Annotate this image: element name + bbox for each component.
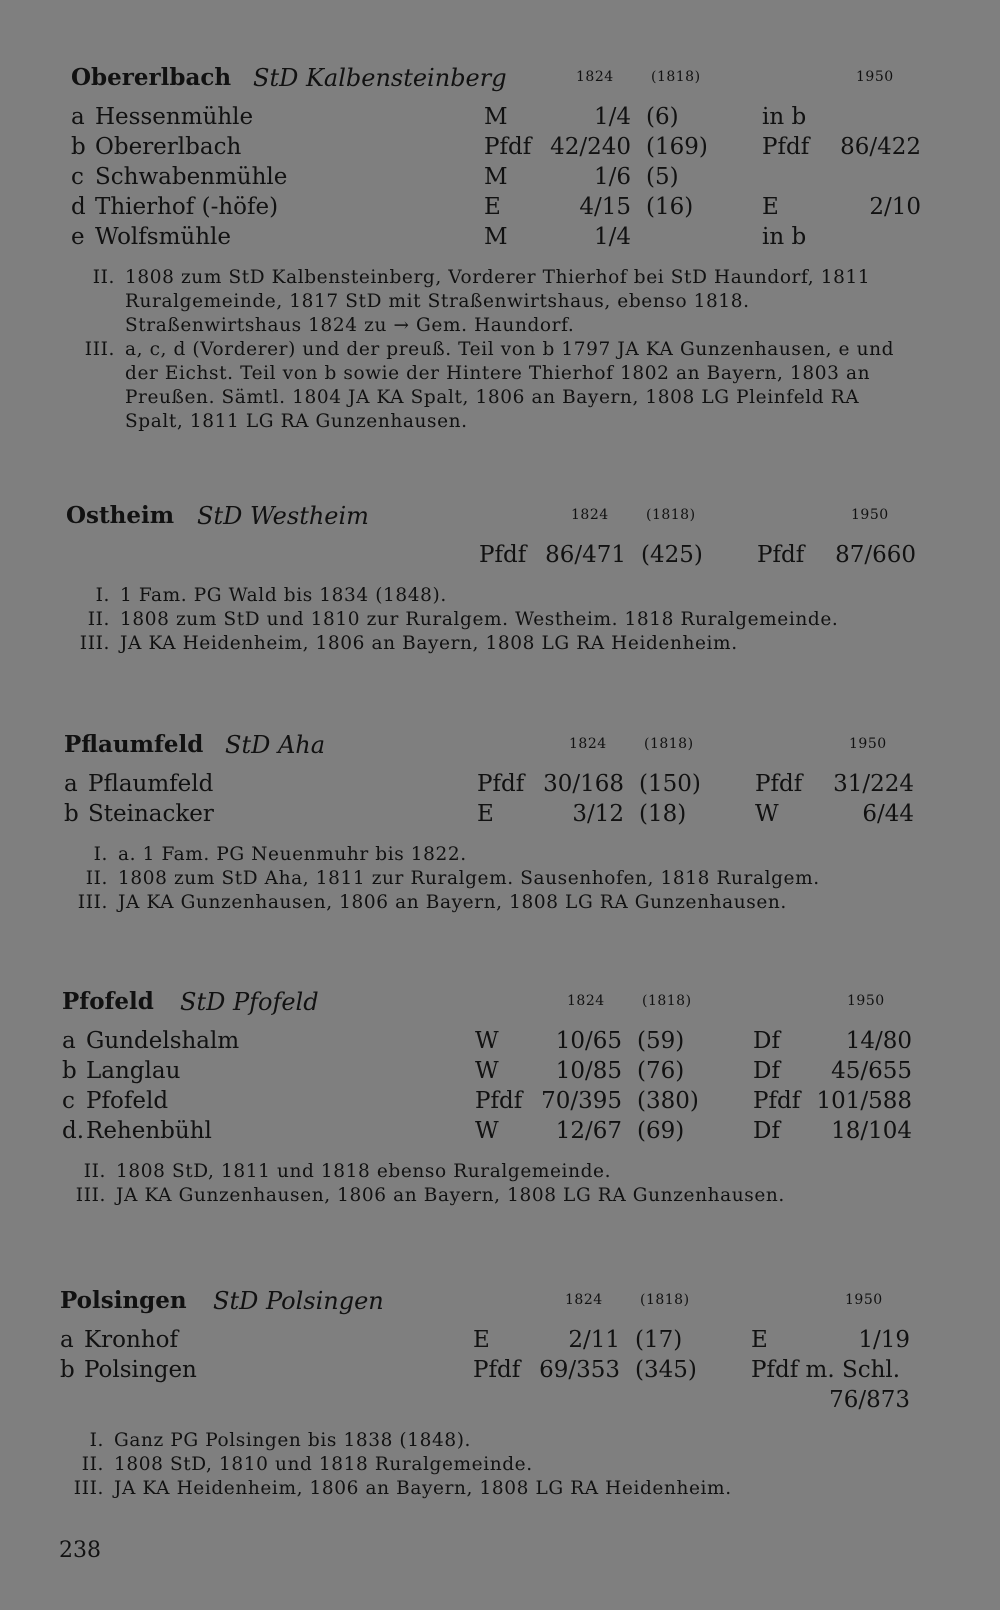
note-number: I. xyxy=(93,844,108,865)
place-name: Obererlbach xyxy=(71,64,232,91)
note-item xyxy=(60,1477,910,1501)
row-value-1818: (380) xyxy=(637,1088,699,1114)
row-value-1818: (76) xyxy=(637,1058,685,1084)
row-type-1950: Pfdf xyxy=(755,771,803,797)
note-text: JA KA Heidenheim, 1806 an Bayern, 1808 LG RA Heidenheim. xyxy=(114,1478,732,1499)
row-value-1818: (425) xyxy=(641,542,703,568)
district-name: StD Kalbensteinberg xyxy=(253,64,507,92)
note-text: 1 Fam. PG Wald bis 1834 (1848). xyxy=(120,585,447,606)
row-type-1950: E xyxy=(751,1327,768,1353)
year-1824-header: 1824 xyxy=(571,507,609,523)
note-text: 1808 zum StD und 1810 zur Ruralgem. Westheim. 1818 Ruralgemeinde. xyxy=(120,609,839,630)
note-item xyxy=(64,867,914,891)
row-letter: a xyxy=(64,771,78,797)
entry-pflaumfeld xyxy=(64,731,914,915)
row-value-1824: 10/85 xyxy=(555,1058,622,1084)
note-text: a, c, d (Vorderer) und der preuß. Teil von b 1797 JA KA Gunzenhausen, e und der Eichst. Teil von b sowie der Hintere Thierhof 1802 an Bayern, 1803 an Preußen. Sämtl. 1804 JA KA Spalt, 1806 an Bayern, 1808 LG Pleinfeld RA Spalt, 1811 LG RA Gunzenhausen. xyxy=(125,339,895,432)
note-item xyxy=(66,632,916,656)
place-name: Pflaumfeld xyxy=(64,731,204,758)
entry-header xyxy=(71,64,921,104)
row-letter: b xyxy=(62,1058,77,1084)
entry-notes xyxy=(66,584,916,656)
row-value-1818: (150) xyxy=(639,771,701,797)
note-number: I. xyxy=(95,585,110,606)
row-value-1824: 2/11 xyxy=(568,1327,620,1353)
note-text: JA KA Gunzenhausen, 1806 an Bayern, 1808 LG RA Gunzenhausen. xyxy=(116,1185,785,1206)
row-type: E xyxy=(473,1327,490,1353)
row-type: M xyxy=(484,104,508,130)
row-letter: b xyxy=(60,1357,75,1383)
row-value-1950: 6/44 xyxy=(862,801,914,827)
place-name: Pfofeld xyxy=(62,988,154,1015)
row-name: Wolfsmühle xyxy=(95,224,232,250)
row-type-1950: Pfdf xyxy=(757,542,805,568)
row-type: Pfdf xyxy=(473,1357,521,1383)
entry-obererlbach xyxy=(71,64,921,434)
row-letter: a xyxy=(62,1028,76,1054)
row-letter: e xyxy=(71,224,85,250)
entry-pfofeld xyxy=(62,988,912,1208)
row-value-1824: 4/15 xyxy=(579,194,631,220)
row-type-1950: Pfdf xyxy=(762,134,810,160)
note-number: III. xyxy=(84,339,115,360)
row-value-1824: 3/12 xyxy=(572,801,624,827)
row-value-1824: 69/353 xyxy=(539,1357,620,1383)
row-value-1818: (169) xyxy=(646,134,708,160)
row-name: Rehenbühl xyxy=(86,1118,212,1144)
year-1950-header: 1950 xyxy=(856,69,894,85)
entry-notes xyxy=(60,1429,910,1501)
row-letter: a xyxy=(71,104,85,130)
row-value-1950: 45/655 xyxy=(831,1058,912,1084)
year-1818-header: (1818) xyxy=(642,993,692,1009)
entry-header xyxy=(64,731,914,771)
note-item xyxy=(64,891,914,915)
note-item xyxy=(66,608,916,632)
row-letter: b xyxy=(71,134,86,160)
note-text: Ganz PG Polsingen bis 1838 (1848). xyxy=(114,1430,472,1451)
year-1950-header: 1950 xyxy=(845,1292,883,1308)
district-name: StD Westheim xyxy=(197,502,369,530)
note-item xyxy=(71,338,921,434)
table-row xyxy=(62,1118,912,1148)
note-text: 1808 zum StD Aha, 1811 zur Ruralgem. Sausenhofen, 1818 Ruralgem. xyxy=(118,868,820,889)
year-1950-header: 1950 xyxy=(851,507,889,523)
row-value-1818: (18) xyxy=(639,801,687,827)
row-type-1950: W xyxy=(755,801,779,827)
row-name: Hessenmühle xyxy=(95,104,254,130)
note-item xyxy=(71,266,921,338)
page-number: 238 xyxy=(59,1538,101,1563)
note-text: 1808 zum StD Kalbensteinberg, Vorderer Thierhof bei StD Haundorf, 1811 Ruralgemeinde, 1817 StD mit Straßenwirtshaus, ebenso 1818. Straßenwirtshaus 1824 zu → Gem. Haundorf. xyxy=(125,267,871,336)
entry-notes xyxy=(62,1160,912,1208)
note-number: III. xyxy=(73,1478,104,1499)
note-item xyxy=(62,1160,912,1184)
row-value-1824: 12/67 xyxy=(555,1118,622,1144)
note-item xyxy=(64,843,914,867)
row-name: Schwabenmühle xyxy=(95,164,288,190)
note-text: 1808 StD, 1811 und 1818 ebenso Ruralgemeinde. xyxy=(116,1161,612,1182)
table-row xyxy=(62,1088,912,1118)
row-name: Gundelshalm xyxy=(86,1028,240,1054)
row-type-1950: Df xyxy=(753,1118,780,1144)
note-text: JA KA Gunzenhausen, 1806 an Bayern, 1808 LG RA Gunzenhausen. xyxy=(118,892,787,913)
row-type-1950: Df xyxy=(753,1058,780,1084)
year-1818-header: (1818) xyxy=(644,736,694,752)
row-value-1950: 31/224 xyxy=(833,771,914,797)
place-name: Ostheim xyxy=(66,502,175,529)
row-value-1818: (16) xyxy=(646,194,694,220)
row-type: Pfdf xyxy=(479,542,527,568)
row-type: W xyxy=(475,1028,499,1054)
row-value-1824: 30/168 xyxy=(543,771,624,797)
table-row xyxy=(71,104,921,134)
row-type-1950: Df xyxy=(753,1028,780,1054)
entry-ostheim xyxy=(66,502,916,656)
row-name: Obererlbach xyxy=(95,134,242,160)
row-letter: a xyxy=(60,1327,74,1353)
row-letter: b xyxy=(64,801,79,827)
table-row xyxy=(71,224,921,254)
year-1818-header: (1818) xyxy=(640,1292,690,1308)
table-row xyxy=(62,1058,912,1088)
entry-header xyxy=(62,988,912,1028)
row-letter: c xyxy=(71,164,84,190)
table-row xyxy=(60,1327,910,1357)
row-type: W xyxy=(475,1118,499,1144)
row-type-1950: Pfdf xyxy=(753,1088,801,1114)
row-value-1950: 1/19 xyxy=(858,1327,910,1353)
year-1824-header: 1824 xyxy=(565,1292,603,1308)
row-name: Langlau xyxy=(86,1058,181,1084)
year-1818-header: (1818) xyxy=(651,69,701,85)
note-number: I. xyxy=(89,1430,104,1451)
entry-header xyxy=(66,502,916,542)
row-value-1818: (17) xyxy=(635,1327,683,1353)
row-value-1818: (345) xyxy=(635,1357,697,1383)
note-number: II. xyxy=(83,1161,106,1182)
row-type-1950: Pfdf m. Schl. xyxy=(751,1357,901,1383)
table-row xyxy=(71,164,921,194)
district-name: StD Polsingen xyxy=(213,1287,384,1315)
entry-polsingen xyxy=(60,1287,910,1501)
row-name: Kronhof xyxy=(84,1327,179,1353)
row-type-1950: in b xyxy=(762,104,807,130)
note-number: II. xyxy=(87,609,110,630)
row-value-1818: (6) xyxy=(646,104,679,130)
year-1824-header: 1824 xyxy=(576,69,614,85)
note-text: a. 1 Fam. PG Neuenmuhr bis 1822. xyxy=(118,844,467,865)
entry-header xyxy=(60,1287,910,1327)
table-row xyxy=(62,1028,912,1058)
note-text: JA KA Heidenheim, 1806 an Bayern, 1808 LG RA Heidenheim. xyxy=(120,633,738,654)
district-name: StD Aha xyxy=(225,731,326,759)
row-value-1950: 86/422 xyxy=(840,134,921,160)
note-number: III. xyxy=(77,892,108,913)
row-name: Thierhof (-höfe) xyxy=(95,194,279,220)
entry-notes xyxy=(64,843,914,915)
row-type: M xyxy=(484,164,508,190)
row-letter: d xyxy=(71,194,86,220)
note-text: 1808 StD, 1810 und 1818 Ruralgemeinde. xyxy=(114,1454,533,1475)
row-type: Pfdf xyxy=(477,771,525,797)
note-item xyxy=(60,1429,910,1453)
table-row xyxy=(64,801,914,831)
note-number: III. xyxy=(75,1185,106,1206)
row-value-1824: 1/4 xyxy=(593,104,631,130)
row-type: Pfdf xyxy=(484,134,532,160)
row-value-1950: 101/588 xyxy=(816,1088,912,1114)
row-name: Polsingen xyxy=(84,1357,197,1383)
row-letter: d. xyxy=(62,1118,85,1144)
note-item xyxy=(66,584,916,608)
row-type: M xyxy=(484,224,508,250)
row-value-1950: 76/873 xyxy=(829,1387,910,1413)
row-name: Pflaumfeld xyxy=(88,771,214,797)
table-row xyxy=(64,771,914,801)
note-item xyxy=(60,1453,910,1477)
row-name: Steinacker xyxy=(88,801,214,827)
row-value-1824: 1/6 xyxy=(593,164,631,190)
row-name: Pfofeld xyxy=(86,1088,169,1114)
row-value-1824: 10/65 xyxy=(555,1028,622,1054)
district-name: StD Pfofeld xyxy=(180,988,319,1016)
row-type: W xyxy=(475,1058,499,1084)
row-letter: c xyxy=(62,1088,75,1114)
note-number: II. xyxy=(81,1454,104,1475)
year-1950-header: 1950 xyxy=(847,993,885,1009)
year-1824-header: 1824 xyxy=(567,993,605,1009)
row-type-1950: in b xyxy=(762,224,807,250)
row-value-1818: (5) xyxy=(646,164,679,190)
year-1818-header: (1818) xyxy=(646,507,696,523)
row-value-1824: 86/471 xyxy=(545,542,626,568)
table-row xyxy=(71,194,921,224)
row-value-1950: 14/80 xyxy=(845,1028,912,1054)
note-number: II. xyxy=(85,868,108,889)
row-value-1950: 87/660 xyxy=(835,542,916,568)
year-1824-header: 1824 xyxy=(569,736,607,752)
row-value-1950: 2/10 xyxy=(869,194,921,220)
row-value-1824: 70/395 xyxy=(541,1088,622,1114)
entry-notes xyxy=(71,266,921,434)
row-type: E xyxy=(477,801,494,827)
table-row xyxy=(60,1357,910,1417)
place-name: Polsingen xyxy=(60,1287,187,1314)
note-number: II. xyxy=(92,267,115,288)
row-value-1818: (69) xyxy=(637,1118,685,1144)
row-type: E xyxy=(484,194,501,220)
note-number: III. xyxy=(79,633,110,654)
row-value-1824: 1/4 xyxy=(593,224,631,250)
row-value-1950: 18/104 xyxy=(831,1118,912,1144)
row-type-1950: E xyxy=(762,194,779,220)
year-1950-header: 1950 xyxy=(849,736,887,752)
row-value-1818: (59) xyxy=(637,1028,685,1054)
table-row xyxy=(66,542,916,572)
row-type: Pfdf xyxy=(475,1088,523,1114)
note-item xyxy=(62,1184,912,1208)
table-row xyxy=(71,134,921,164)
row-value-1824: 42/240 xyxy=(550,134,631,160)
